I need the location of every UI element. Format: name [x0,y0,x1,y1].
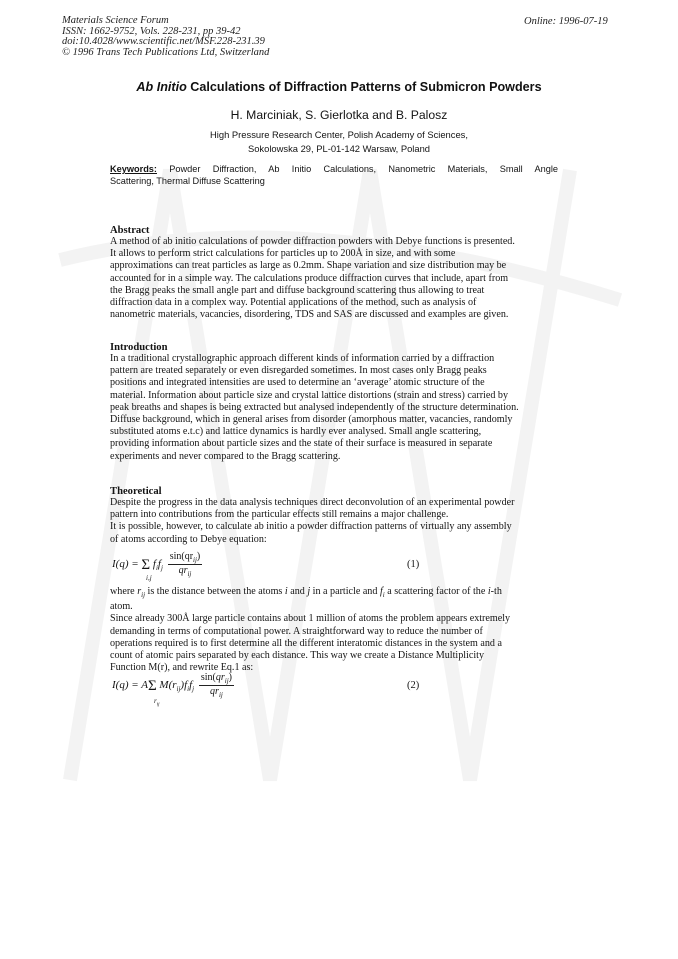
introduction-line: providing information about particle sizes and the state of their surface is measured in separate [110,438,493,450]
title-italic: Ab Initio [136,80,187,94]
affiliation-line-2: Sokolowska 29, PL-01-142 Warsaw, Poland [247,142,431,154]
theoretical-line: Function M(r), and rewrite Eq.1 as: [110,662,254,674]
keywords [110,163,558,188]
theoretical-line: count of atomic pairs separated by each distance. This way we create a Distance Multiplicity [110,650,484,662]
theoretical-line: Since already 300Å large particle contains about 1 million of atoms the problem appears extremely [110,613,511,625]
theoretical-line: It is possible, however, to calculate ab initio a powder diffraction patterns of virtually any assembly [110,521,512,533]
abstract-line: accounted for in a simple way. The calculations produce diffraction curves that include, apart from [110,272,509,284]
introduction-body [110,353,558,463]
issn-line: ISSN: 1662-9752, Vols. 228-231, pp 39-42 [62,25,241,37]
eq2-lhs: I(q) = A [112,679,148,692]
introduction-line: peak breaths and shapes is being extracted but analysed independently of the structure determination. [110,401,519,413]
abstract-heading: Abstract [110,225,150,236]
abstract-line: nanometric materials, vacancies, disordering, TDS and SAS are discussed and examples are given. [110,309,509,321]
doi-line[interactable]: doi:10.4028/www.scientific.net/MSF.228-231.39 [62,36,265,48]
eq1-numerator: sin(qr [169,551,194,562]
sum-symbol: Σ [147,678,157,695]
eq1-denominator: qr [178,565,188,576]
eq1-lhs: I(q) = [112,558,142,571]
introduction-line: pattern are treated separately or even disregarded sometimes. In most cases only Bragg peaks [110,365,487,377]
theoretical-line: pattern into contributions from the particular effects still remains a major challenge. [110,509,449,521]
online-date: Online: 1996-07-19 [524,16,608,27]
introduction-line: material. Information about particle size and crystal lattice distortions (strain and stress) carried by [110,389,509,401]
introduction-line: Diffuse background, which in general arises from disorder (amorphous matter, vacancies, randomly [110,414,513,426]
introduction-line: experiments and never compared to the Bragg scattering. [110,450,341,462]
abstract-line: A method of ab initio calculations of powder diffraction powders with Debye functions is presented. [110,236,515,247]
theoretical-line: operations required is to first determine all the different interatomic distances in the system and a [110,637,502,649]
theoretical-line: Despite the progress in the data analysis techniques direct deconvolution of an experimental powder [110,497,515,508]
introduction-heading: Introduction [110,342,168,353]
introduction-line: In a traditional crystallographic approach different kinds of information carried by a diffraction [110,353,495,364]
eq1-sum-index: i,j [146,574,152,582]
theoretical-heading: Theoretical [110,486,162,497]
introduction-line: positions and integrated intensities are used to determine an ‘average’ atomic structure of the [110,377,485,389]
keywords-line-2: Scattering, Thermal Diffuse Scattering [110,176,265,187]
title-rest: Calculations of Diffraction Patterns of Submicron Powders [186,80,542,94]
equation-2-number: (2) [407,680,420,691]
equation-1-number: (1) [407,559,420,570]
keywords-label: Keywords: [110,164,157,174]
introduction-line: substituted atoms e.t.c) and lattice dynamics is hardly ever analysed. Small angle scattering, [110,426,482,438]
abstract-body [110,236,558,321]
equation-2: I(q) = AΣ $M(r_{ij})f_if_j$ $\frac{\sin(qr_{ij})}{qr_{ij}}$ [112,672,233,699]
paper-title [0,80,678,94]
equation-1: I(q) = Σ $f_if_j$ $\frac{\sin(qr_{ij})}{qr_{ij}}$ [112,551,201,578]
citation-header [62,16,269,58]
abstract-line: diffraction data in a complex way. Potential applications of the method, such as analysis of [110,297,477,309]
authors: H. Marciniak, S. Gierlotka and B. Palosz [230,108,448,122]
abstract-line: the Bragg peaks the small angle part and diffuse background scattering thus allowing to treat [110,284,485,296]
affiliation-line-1: High Pressure Research Center, Polish Academy of Sciences, [210,129,468,140]
where-line: where $r_{ij}$ is the distance between the atoms i and j in a particle and $f_i$ a scattering factor of the i-th atom. Since already 300Å large particle contains about 1 million of atoms the problem appears extremely demanding in terms of computational power. A straightforward way to reduce the number of operations required is to first determine all the different interatomic distances in the system and a count of atomic pairs separated by each distance. This way we create a Distance Multiplicity Function M(r), and rewrite Eq.1 as: [110,586,558,674]
theoretical-line: of atoms according to Debye equation: [110,533,267,545]
eq1-fraction: $\frac{\sin(qr_{ij})}{qr_{ij}}$ [169,551,201,578]
abstract-line: It allows to perform strict calculations for particles up to 200Å in size, and with some [110,248,456,260]
theoretical-line: demanding in terms of computational power. A straightforward way to reduce the number of [110,625,483,637]
journal-name: Materials Science Forum [62,15,169,26]
keywords-line-1: Powder Diffraction, Ab Initio Calculations, Nanometric Materials, Small Angle [169,164,558,174]
affiliation [0,128,678,155]
abstract-line: approximations can treat particles as large as 0.2mm. Shape variation and size distribution may be [110,260,507,272]
eq2-fraction: $\frac{\sin(qr_{ij})}{qr_{ij}}$ [200,672,233,699]
eq2-sum-index: $r_{ij}$ [154,697,160,708]
theoretical-body-a [110,497,558,546]
sum-symbol: Σ [141,557,151,574]
theoretical-line: atom. [110,601,133,613]
copyright-line: © 1996 Trans Tech Publications Ltd, Switzerland [62,46,270,58]
